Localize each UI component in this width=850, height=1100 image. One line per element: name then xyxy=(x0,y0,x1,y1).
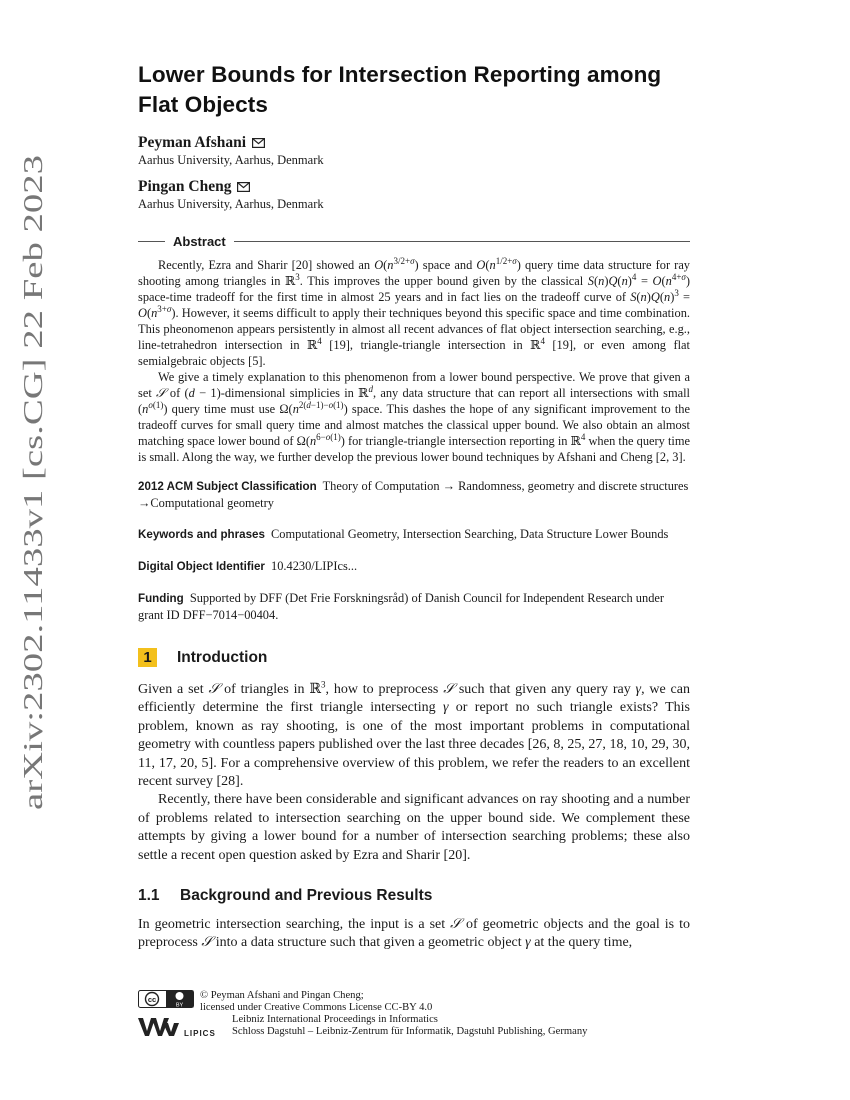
abstract-heading xyxy=(138,234,690,249)
publisher-line: Schloss Dagstuhl – Leibniz-Zentrum für Informatik, Dagstuhl Publishing, Germany xyxy=(232,1025,588,1037)
mail-icon[interactable] xyxy=(252,138,265,148)
section-heading xyxy=(138,648,690,667)
paper-title: Lower Bounds for Intersection Reporting among Flat Objects xyxy=(138,62,662,117)
meta-key: Funding xyxy=(138,592,184,605)
rule-divider xyxy=(138,241,165,242)
meta-value: Theory of Computation → Randomness, geometry and discrete structures →Computational geometry xyxy=(138,479,689,510)
author-affiliation: Aarhus University, Aarhus, Denmark xyxy=(138,197,324,211)
paper-page xyxy=(138,60,690,953)
author-block-2 xyxy=(138,178,690,212)
author-block-1 xyxy=(138,134,690,168)
subsection-body xyxy=(138,916,690,953)
subsection-title: Background and Previous Results xyxy=(180,887,433,905)
lipics-logo-icon xyxy=(138,1014,226,1038)
meta-value: Computational Geometry, Intersection Searching, Data Structure Lower Bounds xyxy=(271,527,669,541)
author-name xyxy=(138,134,265,152)
abstract-label: Abstract xyxy=(173,234,226,249)
copyright-line: © Peyman Afshani and Pingan Cheng; xyxy=(200,990,364,1001)
funding xyxy=(138,590,690,623)
arxiv-stamp xyxy=(4,150,58,810)
keywords xyxy=(138,526,690,543)
license-line: licensed under Creative Commons License CC-BY 4.0 xyxy=(200,1001,433,1013)
publisher-text xyxy=(232,1014,587,1037)
lipics-wordmark: LIPICS xyxy=(184,1029,216,1038)
abstract-body xyxy=(138,257,690,465)
section-body xyxy=(138,681,690,865)
author-name xyxy=(138,178,250,196)
doi xyxy=(138,558,690,575)
cc-by-label: BY xyxy=(175,1002,184,1008)
cc-by-icon xyxy=(138,990,194,1008)
author-affiliation: Aarhus University, Aarhus, Denmark xyxy=(138,153,324,167)
arxiv-id-text: arXiv:2302.11433v1 [cs.CG] 22 Feb 2023 xyxy=(18,353,48,810)
license-text xyxy=(200,990,432,1013)
abstract-paragraph: Recently, Ezra and Sharir [20] showed an $O(n^{3/2+\sigma})$ space and $O(n^{1/2+\sigma})$ query time data structure for ray shooting among triangles in ℝ$^3$. This improves the upper bound given by the classical $S(n)Q(n)^4 = O(n^{4+\sigma})$ space-time tradeoff for the first time in almost 25 years and in fact lies on the tradeoff curve of $S(n)Q(n)^3 = O(n^{3+\sigma})$. However, it seems difficult to apply their techniques beyond this specific space and time combination. This pheonomenon appears persistently in almost all recent advances of flat object intersection searching, e.g., line-tetrahedron intersection in ℝ$^4$ [19], triangle-triangle intersection in ℝ$^4$ [19], or even among flat semialgebraic objects [5]. xyxy=(138,255,691,368)
svg-text:cc: cc xyxy=(147,995,157,1004)
abstract-paragraph: We give a timely explanation to this phenomenon from a lower bound perspective. We prove that given a set 𝒮 of (d − 1)-dimensional simplicies in ℝ$^d$, any data structure that can report all intersections with small $(n^{o(1)})$ query time must use $\Omega(n^{2(d-1)-o(1)})$ space. This dashes the hope of any significant improvement to the tradeoff curves for small query time and almost matches the classical upper bound. We also obtain an almost matching space lower bound of $\Omega(n^{6-o(1)})$ for triangle-triangle intersection reporting in ℝ$^4$ when the query time is small. Along the way, we further develop the previous lower bound techniques by Afshani and Cheng [2, 3]. xyxy=(138,370,690,464)
body-paragraph: Recently, there have been considerable and significant advances on ray shooting and a number of problems related to intersection searching on the upper bound side. We complement these attempts by giving a lower bound for a number of intersection searching problems; these also settle a recent open question asked by Ezra and Sharir [20]. xyxy=(138,792,690,863)
acm-classification xyxy=(138,478,690,511)
subsection-number: 1.1 xyxy=(138,887,160,905)
body-paragraph: Given a set 𝒮 of triangles in ℝ$^3$, how to preprocess 𝒮 such that given any query ray γ, we can efficiently determine the first triangle intersecting γ or report no such triangle exists? This problem, known as ray shooting, is one of the most important problems in computational geometry with countless papers published over the last three decades [26, 8, 25, 27, 18, 10, 29, 30, 11, 17, 20, 5]. For a comprehensive overview of this problem, we refer the readers to an excellent recent survey [28]. xyxy=(138,679,690,790)
meta-value: Supported by DFF (Det Frie Forskningsråd) of Danish Council for Independent Research under grant ID DFF−7014−00404. xyxy=(138,591,665,622)
meta-key: Digital Object Identifier xyxy=(138,560,265,573)
body-paragraph: In geometric intersection searching, the input is a set 𝒮 of geometric objects and the goal is to preprocess 𝒮 into a data structure such that given a geometric object γ at the query time, xyxy=(138,917,690,951)
mail-icon[interactable] xyxy=(237,182,250,192)
subsection-heading xyxy=(138,887,690,905)
section-number-badge: 1 xyxy=(138,648,157,667)
author-name-text: Peyman Afshani xyxy=(138,134,247,151)
meta-key: Keywords and phrases xyxy=(138,528,265,541)
doi-link[interactable]: 10.4230/LIPIcs... xyxy=(271,559,358,573)
series-line: Leibniz International Proceedings in Informatics xyxy=(232,1014,438,1025)
author-name-text: Pingan Cheng xyxy=(138,178,232,195)
rule-divider xyxy=(234,241,690,242)
page-footer xyxy=(138,990,698,1038)
section-title: Introduction xyxy=(177,648,268,666)
meta-key: 2012 ACM Subject Classification xyxy=(138,480,317,493)
